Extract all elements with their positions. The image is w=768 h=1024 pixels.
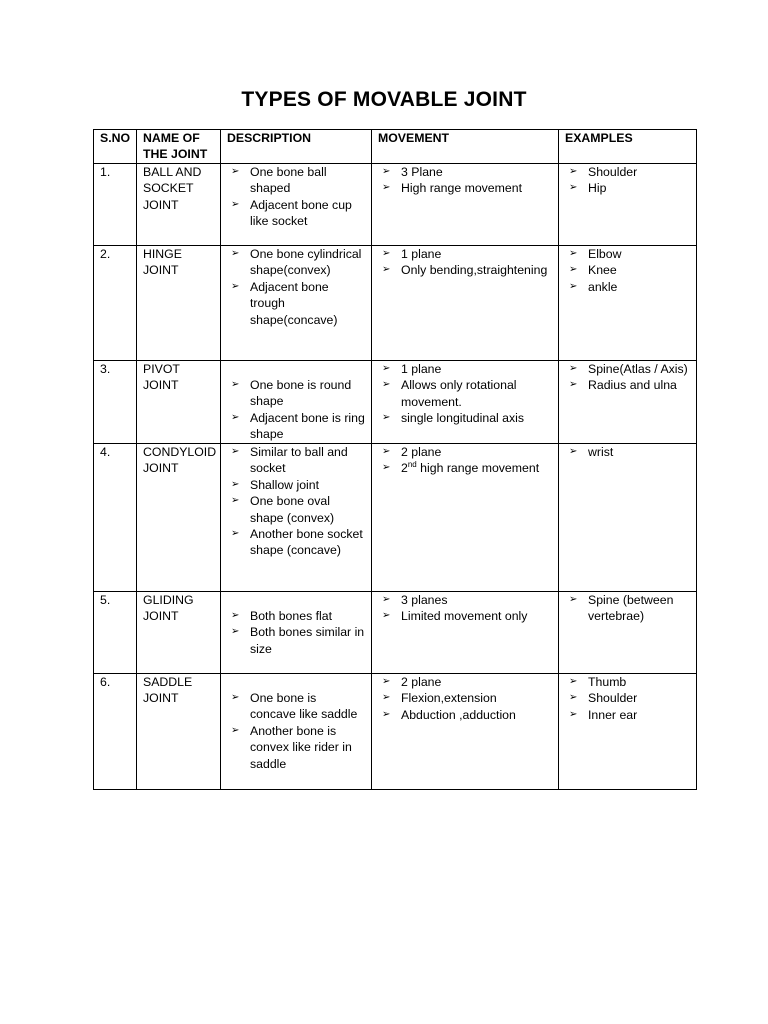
examples-text: Shoulder xyxy=(588,165,638,179)
description-list xyxy=(227,592,365,657)
description-list-item xyxy=(227,624,365,657)
bullet-arrow-icon: ➢ xyxy=(569,594,578,605)
row-movement-cell xyxy=(372,592,559,674)
row-examples-cell xyxy=(559,164,697,246)
examples-list-item xyxy=(565,246,690,262)
row-joint-name: BALL AND SOCKET JOINT xyxy=(137,164,221,246)
examples-list-item xyxy=(565,180,690,196)
bullet-arrow-icon: ➢ xyxy=(569,379,578,391)
row-examples-cell xyxy=(559,444,697,592)
examples-list-item xyxy=(565,674,690,690)
description-list-item xyxy=(227,526,365,559)
examples-text: Shoulder xyxy=(588,691,638,706)
bullet-arrow-icon: ➢ xyxy=(569,166,578,177)
row-joint-name: PIVOT JOINT xyxy=(137,361,221,444)
bullet-arrow-icon: ➢ xyxy=(231,198,240,210)
bullet-arrow-icon: ➢ xyxy=(382,248,391,259)
table-row xyxy=(94,444,697,592)
examples-list xyxy=(565,164,690,197)
movement-text: 1 plane xyxy=(401,247,442,261)
examples-list-item xyxy=(565,690,690,706)
bullet-arrow-icon: ➢ xyxy=(231,446,240,457)
bullet-arrow-icon: ➢ xyxy=(569,676,578,687)
examples-text: Thumb xyxy=(588,675,627,689)
movement-text: 2 plane xyxy=(401,675,442,689)
row-examples-cell xyxy=(559,246,697,361)
table-row xyxy=(94,592,697,674)
movement-text: 2nd high range movement xyxy=(401,460,540,476)
movement-list xyxy=(378,592,552,625)
description-list xyxy=(227,246,365,328)
movement-text: Flexion,extension xyxy=(401,691,497,706)
row-sno: 2. xyxy=(94,246,137,361)
movement-text: Allows only rotational movement. xyxy=(401,378,517,409)
examples-list xyxy=(565,592,690,625)
examples-text: Knee xyxy=(588,263,617,278)
movement-text: Only bending,straightening xyxy=(401,263,548,278)
bullet-arrow-icon: ➢ xyxy=(382,676,391,687)
row-sno: 1. xyxy=(94,164,137,246)
row-description-cell xyxy=(221,444,372,592)
examples-text: Spine(Atlas / Axis) xyxy=(588,362,688,376)
row-joint-name: HINGE JOINT xyxy=(137,246,221,361)
description-text: Adjacent bone is ring shape xyxy=(250,410,365,442)
bullet-arrow-icon: ➢ xyxy=(569,264,578,276)
row-examples-cell xyxy=(559,674,697,790)
description-list xyxy=(227,674,365,772)
movement-list-item xyxy=(378,246,552,262)
description-list xyxy=(227,444,365,559)
examples-text: Spine (between vertebrae) xyxy=(588,593,674,624)
row-movement-cell xyxy=(372,674,559,790)
movement-list-item xyxy=(378,608,552,624)
description-list-item xyxy=(227,723,365,772)
bullet-arrow-icon: ➢ xyxy=(231,724,240,736)
examples-list xyxy=(565,246,690,295)
bullet-arrow-icon: ➢ xyxy=(569,280,578,292)
movement-text: Limited movement only xyxy=(401,609,528,624)
movement-list xyxy=(378,361,552,427)
bullet-arrow-icon: ➢ xyxy=(231,411,240,423)
table-header-row xyxy=(94,130,697,164)
row-examples-cell xyxy=(559,592,697,674)
description-list-item xyxy=(227,246,365,279)
description-list-item xyxy=(227,410,365,443)
row-joint-name: CONDYLOID JOINT xyxy=(137,444,221,592)
examples-list-item xyxy=(565,444,690,460)
examples-list-item xyxy=(565,592,690,625)
movement-list-item xyxy=(378,164,552,180)
movement-list xyxy=(378,164,552,197)
bullet-arrow-icon: ➢ xyxy=(382,446,391,457)
header-examples: EXAMPLES xyxy=(559,130,697,164)
header-movement: MOVEMENT xyxy=(372,130,559,164)
row-movement-cell xyxy=(372,444,559,592)
bullet-arrow-icon: ➢ xyxy=(231,692,240,703)
bullet-arrow-icon: ➢ xyxy=(231,626,240,638)
table-row xyxy=(94,246,697,361)
row-examples-cell xyxy=(559,361,697,444)
row-description-cell xyxy=(221,674,372,790)
row-joint-name: SADDLE JOINT xyxy=(137,674,221,790)
examples-text: Inner ear xyxy=(588,707,638,722)
examples-list-item xyxy=(565,377,690,393)
row-description-cell xyxy=(221,592,372,674)
table-row xyxy=(94,361,697,444)
row-joint-name: GLIDING JOINT xyxy=(137,592,221,674)
description-list-item xyxy=(227,444,365,477)
bullet-arrow-icon: ➢ xyxy=(231,610,240,621)
description-text: Another bone is convex like rider in saddle xyxy=(250,723,352,771)
description-text: One bone oval shape (convex) xyxy=(250,494,335,525)
page-title: TYPES OF MOVABLE JOINT xyxy=(241,88,527,111)
examples-list-item xyxy=(565,164,690,180)
description-list-item xyxy=(227,377,365,410)
bullet-arrow-icon: ➢ xyxy=(569,446,578,457)
movement-list-item xyxy=(378,361,552,377)
row-movement-cell xyxy=(372,164,559,246)
movement-list-item xyxy=(378,262,552,278)
bullet-arrow-icon: ➢ xyxy=(231,280,240,292)
row-description-cell xyxy=(221,164,372,246)
description-list-item xyxy=(227,690,365,723)
bullet-arrow-icon: ➢ xyxy=(382,264,391,276)
examples-list-item xyxy=(565,361,690,377)
row-description-cell xyxy=(221,361,372,444)
bullet-arrow-icon: ➢ xyxy=(382,594,391,605)
examples-text: Radius and ulna xyxy=(588,378,677,393)
table-row xyxy=(94,164,697,246)
description-text: Both bones flat xyxy=(250,609,333,623)
bullet-arrow-icon: ➢ xyxy=(382,379,391,391)
bullet-arrow-icon: ➢ xyxy=(231,495,240,507)
row-movement-cell xyxy=(372,361,559,444)
bullet-arrow-icon: ➢ xyxy=(382,692,391,704)
bullet-arrow-icon: ➢ xyxy=(231,379,240,390)
movement-list xyxy=(378,246,552,279)
bullet-arrow-icon: ➢ xyxy=(569,248,578,259)
description-text: One bone cylindrical shape(convex) xyxy=(250,247,362,278)
bullet-arrow-icon: ➢ xyxy=(382,610,391,622)
row-movement-cell xyxy=(372,246,559,361)
examples-list xyxy=(565,361,690,394)
description-list-item xyxy=(227,608,365,624)
row-sno: 3. xyxy=(94,361,137,444)
bullet-arrow-icon: ➢ xyxy=(382,462,391,474)
examples-text: Elbow xyxy=(588,247,622,261)
header-sno: S.NO xyxy=(94,130,137,164)
description-text: Similar to ball and socket xyxy=(250,445,348,476)
movement-list-item xyxy=(378,690,552,706)
movement-list xyxy=(378,444,552,477)
movement-list-item xyxy=(378,707,552,723)
bullet-arrow-icon: ➢ xyxy=(382,708,391,720)
movement-list-item xyxy=(378,410,552,426)
movement-text: Abduction ,adduction xyxy=(401,707,516,722)
row-description-cell xyxy=(221,246,372,361)
bullet-arrow-icon: ➢ xyxy=(231,248,240,259)
examples-list xyxy=(565,674,690,723)
examples-text: Hip xyxy=(588,181,607,196)
movement-text: 1 plane xyxy=(401,362,442,376)
header-name: NAME OF THE JOINT xyxy=(137,130,221,164)
description-text: Both bones similar in size xyxy=(250,625,365,656)
description-text: Adjacent bone cup like socket xyxy=(250,197,352,229)
description-list-item xyxy=(227,493,365,526)
description-text: One bone is round shape xyxy=(250,378,352,409)
bullet-arrow-icon: ➢ xyxy=(231,166,240,177)
bullet-arrow-icon: ➢ xyxy=(231,528,240,540)
bullet-arrow-icon: ➢ xyxy=(382,363,391,374)
movement-list-item xyxy=(378,674,552,690)
movement-text: 3 Plane xyxy=(401,165,443,179)
description-list-item xyxy=(227,477,365,493)
table-row xyxy=(94,674,697,790)
movement-list xyxy=(378,674,552,723)
bullet-arrow-icon: ➢ xyxy=(569,363,578,374)
description-text: Adjacent bone trough shape(concave) xyxy=(250,279,338,327)
movement-text: High range movement xyxy=(401,181,522,196)
row-sno: 4. xyxy=(94,444,137,592)
examples-text: wrist xyxy=(588,445,614,459)
description-list-item xyxy=(227,197,365,230)
header-description: DESCRIPTION xyxy=(221,130,372,164)
description-list xyxy=(227,164,365,230)
bullet-arrow-icon: ➢ xyxy=(231,478,240,490)
description-text: Shallow joint xyxy=(250,477,320,492)
movement-list-item xyxy=(378,460,552,476)
examples-list xyxy=(565,444,690,460)
bullet-arrow-icon: ➢ xyxy=(569,182,578,194)
bullet-arrow-icon: ➢ xyxy=(382,182,391,194)
examples-list-item xyxy=(565,707,690,723)
description-list-item xyxy=(227,279,365,328)
bullet-arrow-icon: ➢ xyxy=(382,166,391,177)
description-text: Another bone socket shape (concave) xyxy=(250,527,363,558)
bullet-arrow-icon: ➢ xyxy=(569,692,578,704)
description-list xyxy=(227,361,365,443)
joints-table xyxy=(93,129,697,790)
movement-list-item xyxy=(378,592,552,608)
description-text: One bone ball shaped xyxy=(250,165,327,196)
movement-list-item xyxy=(378,444,552,460)
description-text: One bone is concave like saddle xyxy=(250,691,358,722)
examples-list-item xyxy=(565,279,690,295)
bullet-arrow-icon: ➢ xyxy=(382,412,391,424)
examples-list-item xyxy=(565,262,690,278)
movement-text: 2 plane xyxy=(401,445,442,459)
movement-list-item xyxy=(378,180,552,196)
movement-list-item xyxy=(378,377,552,410)
row-sno: 5. xyxy=(94,592,137,674)
description-list-item xyxy=(227,164,365,197)
row-sno: 6. xyxy=(94,674,137,790)
bullet-arrow-icon: ➢ xyxy=(569,708,578,720)
movement-text: 3 planes xyxy=(401,593,448,607)
examples-text: ankle xyxy=(588,279,618,294)
movement-text: single longitudinal axis xyxy=(401,411,525,426)
